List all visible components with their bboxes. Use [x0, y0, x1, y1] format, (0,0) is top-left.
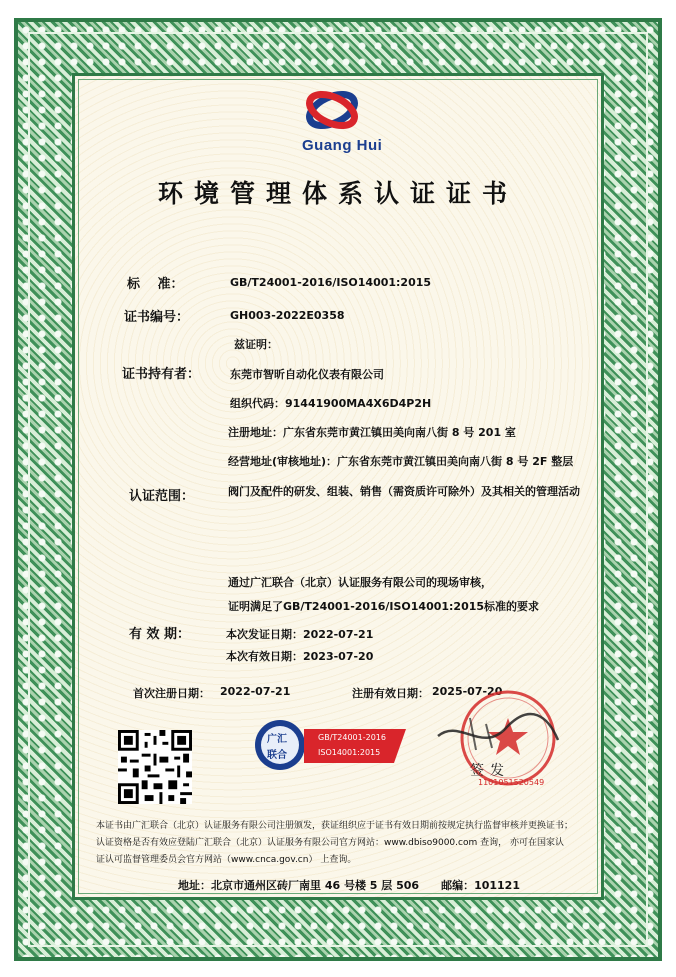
- reg-address: 注册地址：广东省东莞市黄江镇田美向南八街 8 号 201 室: [228, 426, 516, 439]
- badge-std1: GB/T24001-2016: [318, 733, 386, 742]
- org-code: 组织代码：91441900MA4X6D4P2H: [230, 397, 432, 410]
- reg-valid-value: 2025-07-20: [432, 685, 503, 698]
- issue-date: 本次发证日期：2022-07-21: [226, 628, 374, 641]
- statement-line2: 证明满足了GB/T24001-2016/ISO14001:2015标准的要求: [228, 600, 540, 613]
- qr-code-icon: [118, 730, 192, 804]
- reg-valid-label: 注册有效日期：: [352, 687, 429, 700]
- first-reg-label: 首次注册日期：: [133, 687, 210, 700]
- certificate-title: 环境管理体系认证证书: [157, 179, 518, 208]
- signature-label: 签发: [470, 763, 510, 779]
- holder-label: 证书持有者：: [122, 367, 201, 382]
- cert-no-value: GH003-2022E0358: [230, 309, 345, 322]
- standard-value: GB/T24001-2016/ISO14001:2015: [230, 276, 432, 289]
- holder-name: 东莞市智昕自动化仪表有限公司: [230, 368, 384, 381]
- logo-text: Guang Hui: [302, 137, 383, 154]
- note-line3: 证认可监督管理委员会官方网站（www.cnca.gov.cn） 上查询。: [96, 855, 357, 865]
- badge-org-left: 广汇: [267, 734, 287, 745]
- certificate-notes: [96, 818, 586, 869]
- validity-label: 有 效 期：: [129, 627, 191, 642]
- seal-code: 1101051520549: [478, 778, 545, 787]
- proof-label: 兹证明：: [234, 338, 278, 351]
- op-address: 经营地址(审核地址)：广东省东莞市黄江镇田美向南八街 8 号 2F 整层: [228, 455, 574, 468]
- scope-label: 认证范围：: [129, 489, 195, 504]
- accreditation-badge: [252, 715, 412, 775]
- badge-org-right: 联合: [267, 750, 287, 761]
- scope-text: 阀门及配件的研发、组装、销售（需资质许可除外）及其相关的管理活动: [228, 485, 580, 498]
- statement-line1: 通过广汇联合（北京）认证服务有限公司的现场审核，: [228, 576, 492, 589]
- first-reg-value: 2022-07-21: [220, 685, 291, 698]
- issuer-address: 地址：北京市通州区砖厂南里 46 号楼 5 层 506 邮编：101121: [178, 879, 520, 892]
- note-line2: 认证资格是否有效应登陆广汇联合（北京）认证服务有限公司官方网站：www.dbiso9000.com 查询， 亦可在国家认: [96, 838, 564, 848]
- badge-std2: ISO14001:2015: [318, 748, 381, 757]
- cert-no-label: 证书编号：: [124, 310, 190, 325]
- badge-graphic-icon: [252, 715, 412, 775]
- note-line1: 本证书由广汇联合（北京）认证服务有限公司注册颁发，获证组织应于证书有效日期前按规定执行监督审核并更换证书；: [96, 821, 574, 831]
- guanghui-logo-icon: [300, 88, 364, 132]
- standard-label: 标 准：: [127, 277, 184, 292]
- expire-date: 本次有效日期：2023-07-20: [226, 650, 374, 663]
